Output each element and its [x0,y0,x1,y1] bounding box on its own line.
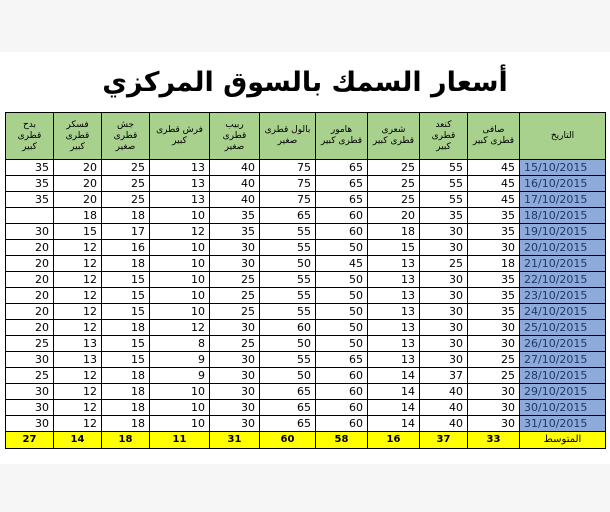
price-cell: 25 [210,336,260,352]
price-cell: 35 [210,208,260,224]
page-title: أسعار السمك بالسوق المركزي [102,67,508,98]
table-row [6,288,606,304]
price-cell: 20 [54,192,102,208]
price-cell: 13 [368,336,420,352]
price-cell: 10 [150,272,210,288]
date-cell: 15/10/2015 [520,160,606,176]
price-cell: 25 [368,176,420,192]
price-cell: 13 [368,304,420,320]
price-cell: 18 [54,208,102,224]
table-row [6,176,606,192]
average-cell: 60 [260,432,316,449]
price-cell: 13 [368,288,420,304]
col-header: بدح قطرى كبير [6,113,54,160]
price-cell: 30 [468,416,520,432]
price-cell: 25 [102,176,150,192]
price-cell: 30 [420,240,468,256]
price-cell: 60 [316,208,368,224]
price-cell: 25 [6,336,54,352]
table-row [6,192,606,208]
price-cell: 60 [316,400,368,416]
price-cell: 14 [368,416,420,432]
price-cell: 35 [468,288,520,304]
price-cell: 50 [316,272,368,288]
price-cell: 30 [468,320,520,336]
price-cell: 55 [260,304,316,320]
price-cell: 50 [260,368,316,384]
date-cell: 24/10/2015 [520,304,606,320]
date-cell: 20/10/2015 [520,240,606,256]
price-cell: 20 [6,304,54,320]
col-header: بالول قطرى صغير [260,113,316,160]
price-cell: 35 [210,224,260,240]
price-cell: 75 [260,176,316,192]
price-cell: 15 [54,224,102,240]
price-cell: 35 [6,176,54,192]
price-cell: 15 [368,240,420,256]
price-cell: 30 [210,416,260,432]
date-cell: 16/10/2015 [520,176,606,192]
average-cell: 16 [368,432,420,449]
price-cell: 25 [210,288,260,304]
price-cell: 12 [54,416,102,432]
average-label: المتوسط [520,432,606,449]
price-cell: 12 [54,400,102,416]
price-cell: 65 [260,416,316,432]
price-cell: 30 [210,256,260,272]
table-row [6,400,606,416]
price-cell: 65 [260,400,316,416]
price-cell: 35 [468,272,520,288]
price-cell: 13 [368,256,420,272]
price-cell: 12 [54,384,102,400]
price-cell: 50 [316,336,368,352]
table-row [6,304,606,320]
price-cell: 25 [6,368,54,384]
price-cell: 20 [6,256,54,272]
average-cell: 18 [102,432,150,449]
price-cell: 30 [420,320,468,336]
price-cell: 50 [260,336,316,352]
price-cell: 50 [316,304,368,320]
price-cell: 35 [468,208,520,224]
price-cell: 65 [260,208,316,224]
col-header: كنعد قطرى كبير [420,113,468,160]
price-cell: 20 [368,208,420,224]
price-cell: 14 [368,368,420,384]
price-cell: 18 [102,256,150,272]
price-cell: 15 [102,288,150,304]
price-cell: 30 [210,352,260,368]
price-cell: 16 [102,240,150,256]
price-cell: 50 [316,288,368,304]
price-cell: 55 [420,160,468,176]
price-cell: 55 [260,288,316,304]
table-row [6,368,606,384]
average-cell: 33 [468,432,520,449]
price-cell: 40 [210,192,260,208]
price-cell: 13 [368,272,420,288]
price-cell [6,208,54,224]
average-cell: 14 [54,432,102,449]
price-cell: 60 [260,320,316,336]
price-cell: 12 [54,288,102,304]
price-cell: 30 [468,336,520,352]
col-header: صافى قطرى كبير [468,113,520,160]
price-cell: 65 [316,160,368,176]
price-cell: 12 [54,272,102,288]
price-cell: 25 [368,160,420,176]
date-cell: 26/10/2015 [520,336,606,352]
price-cell: 55 [260,240,316,256]
price-cell: 15 [102,304,150,320]
price-cell: 40 [420,384,468,400]
price-cell: 20 [6,240,54,256]
price-cell: 12 [150,320,210,336]
col-header: جش قطرى صغير [102,113,150,160]
price-cell: 10 [150,384,210,400]
price-cell: 13 [150,176,210,192]
average-cell: 27 [6,432,54,449]
price-cell: 60 [316,368,368,384]
price-cell: 30 [210,240,260,256]
col-header: شعرى قطرى كبير [368,113,420,160]
price-cell: 12 [54,240,102,256]
col-header: فسكر قطرى كبير [54,113,102,160]
price-cell: 18 [368,224,420,240]
price-cell: 65 [316,192,368,208]
price-cell: 50 [316,320,368,336]
table-row [6,272,606,288]
price-cell: 55 [260,352,316,368]
price-cell: 45 [468,176,520,192]
price-cell: 13 [368,320,420,336]
price-cell: 25 [468,368,520,384]
price-cell: 18 [102,384,150,400]
price-cell: 18 [468,256,520,272]
date-cell: 17/10/2015 [520,192,606,208]
price-cell: 18 [102,320,150,336]
price-cell: 30 [420,352,468,368]
price-cell: 25 [368,192,420,208]
price-cell: 30 [210,368,260,384]
price-cell: 40 [420,416,468,432]
average-cell: 31 [210,432,260,449]
date-cell: 23/10/2015 [520,288,606,304]
price-cell: 12 [54,320,102,336]
price-cell: 25 [420,256,468,272]
average-cell: 11 [150,432,210,449]
col-header: ربيب قطرى صغير [210,113,260,160]
price-cell: 10 [150,208,210,224]
price-cell: 30 [6,224,54,240]
price-cell: 10 [150,400,210,416]
price-cell: 75 [260,192,316,208]
price-cell: 30 [420,224,468,240]
table-row [6,208,606,224]
price-cell: 15 [102,352,150,368]
price-cell: 25 [102,160,150,176]
price-cell: 13 [54,352,102,368]
fish-price-table [5,112,606,449]
price-cell: 10 [150,288,210,304]
price-cell: 30 [420,272,468,288]
price-cell: 30 [420,288,468,304]
table-row [6,160,606,176]
price-cell: 10 [150,256,210,272]
price-cell: 10 [150,240,210,256]
table-row [6,224,606,240]
price-cell: 13 [368,352,420,368]
table-row [6,256,606,272]
price-cell: 15 [102,272,150,288]
price-cell: 60 [316,384,368,400]
price-cell: 10 [150,416,210,432]
table-body [6,160,606,432]
price-cell: 40 [210,160,260,176]
price-cell: 20 [54,160,102,176]
date-cell: 28/10/2015 [520,368,606,384]
price-cell: 75 [260,160,316,176]
price-cell: 35 [468,224,520,240]
price-cell: 13 [54,336,102,352]
price-cell: 50 [316,240,368,256]
price-cell: 50 [260,256,316,272]
price-cell: 65 [316,176,368,192]
table-row [6,352,606,368]
table-row [6,416,606,432]
price-cell: 18 [102,416,150,432]
price-cell: 40 [420,400,468,416]
price-cell: 35 [6,192,54,208]
price-cell: 35 [420,208,468,224]
date-cell: 30/10/2015 [520,400,606,416]
price-cell: 37 [420,368,468,384]
date-cell: 19/10/2015 [520,224,606,240]
average-row [6,432,606,449]
col-header: فرش قطرى كبير [150,113,210,160]
date-cell: 31/10/2015 [520,416,606,432]
price-cell: 65 [316,352,368,368]
price-cell: 45 [468,192,520,208]
price-cell: 14 [368,384,420,400]
price-cell: 25 [210,272,260,288]
price-cell: 60 [316,224,368,240]
price-cell: 25 [210,304,260,320]
price-cell: 35 [468,304,520,320]
price-cell: 18 [102,208,150,224]
price-cell: 15 [102,336,150,352]
price-cell: 20 [6,288,54,304]
date-cell: 21/10/2015 [520,256,606,272]
price-cell: 20 [6,272,54,288]
price-cell: 14 [368,400,420,416]
price-cell: 9 [150,352,210,368]
price-cell: 20 [6,320,54,336]
price-cell: 65 [260,384,316,400]
price-cell: 18 [102,400,150,416]
price-cell: 18 [102,368,150,384]
price-cell: 20 [54,176,102,192]
price-cell: 10 [150,304,210,320]
col-header: هامور قطرى كبير [316,113,368,160]
price-cell: 40 [210,176,260,192]
table-row [6,384,606,400]
price-cell: 30 [6,400,54,416]
table-row [6,336,606,352]
price-cell: 30 [210,384,260,400]
price-cell: 45 [316,256,368,272]
date-cell: 29/10/2015 [520,384,606,400]
price-cell: 25 [102,192,150,208]
table-row [6,320,606,336]
price-cell: 12 [54,256,102,272]
date-cell: 22/10/2015 [520,272,606,288]
average-cell: 58 [316,432,368,449]
price-cell: 17 [102,224,150,240]
price-cell: 30 [6,384,54,400]
price-cell: 12 [150,224,210,240]
col-header-date: التاريخ [520,113,606,160]
table-row [6,240,606,256]
price-cell: 30 [210,320,260,336]
price-cell: 25 [468,352,520,368]
price-cell: 55 [260,272,316,288]
header-row [6,113,606,160]
price-cell: 9 [150,368,210,384]
price-cell: 60 [316,416,368,432]
price-cell: 55 [420,176,468,192]
price-cell: 13 [150,192,210,208]
date-cell: 18/10/2015 [520,208,606,224]
price-cell: 30 [420,336,468,352]
price-cell: 30 [468,384,520,400]
price-cell: 35 [6,160,54,176]
price-cell: 12 [54,368,102,384]
price-cell: 8 [150,336,210,352]
price-cell: 30 [468,400,520,416]
price-cell: 30 [6,416,54,432]
price-cell: 30 [6,352,54,368]
average-cell: 37 [420,432,468,449]
price-cell: 30 [468,240,520,256]
price-cell: 12 [54,304,102,320]
price-cell: 13 [150,160,210,176]
price-cell: 30 [210,400,260,416]
price-cell: 55 [420,192,468,208]
date-cell: 27/10/2015 [520,352,606,368]
date-cell: 25/10/2015 [520,320,606,336]
price-cell: 45 [468,160,520,176]
price-cell: 30 [420,304,468,320]
price-cell: 55 [260,224,316,240]
